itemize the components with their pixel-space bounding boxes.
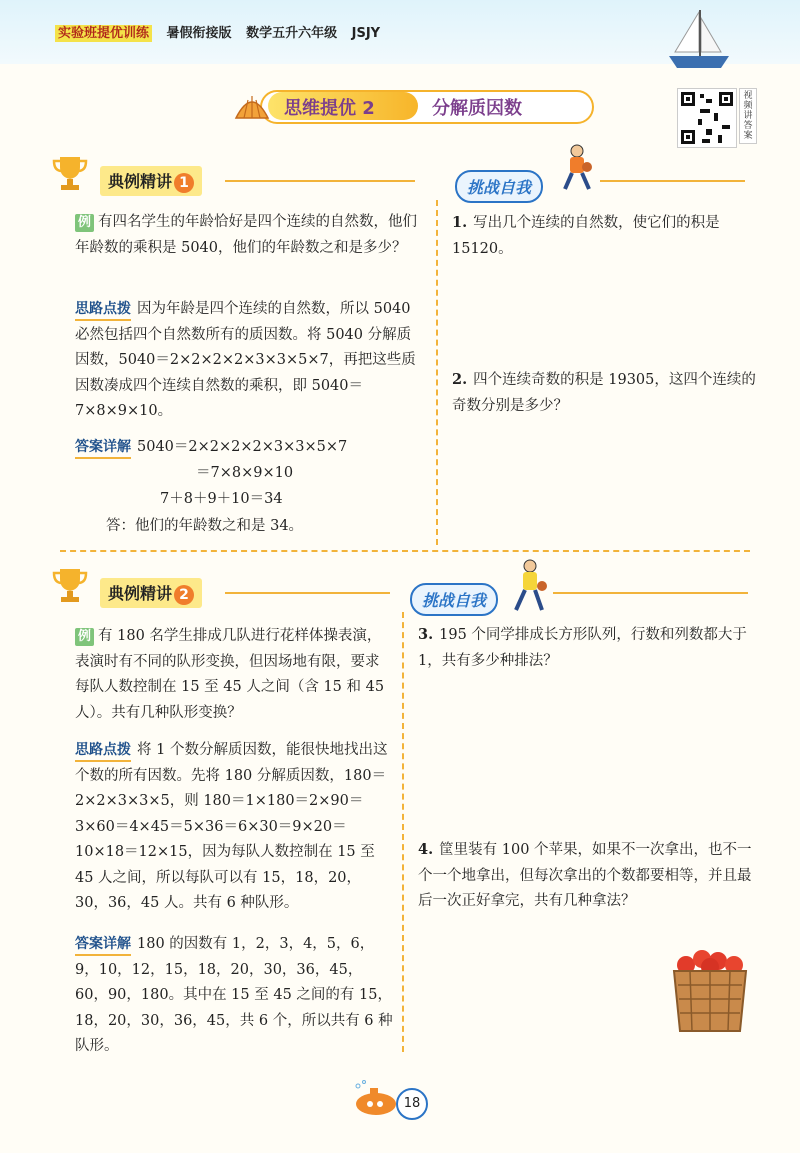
section-label: 思维提优 2 — [284, 98, 375, 119]
answer-line: 答：他们的年龄数之和是 34。 — [106, 518, 304, 534]
column-divider — [402, 612, 404, 1052]
challenge-question-1 — [452, 210, 757, 262]
question-number: 1. — [452, 214, 468, 231]
example-2-answer-text: 180 的因数有 1，2，3，4，5，6，9，10，12，15，18，20，30，36，45，60，90，180。其中在 15 至 45 之间的有 15，18，20，30，36，45，共 6 个，所以共有 6 种队形。 — [75, 936, 393, 1054]
example-1-question-text: 有四名学生的年龄恰好是四个连续的自然数，他们年龄数的乘积是 5040，他们的年龄数之和是多少？ — [75, 214, 418, 256]
challenge-2-label: 挑战自我 — [410, 583, 498, 616]
example-1-tip-text: 因为年龄是四个连续的自然数，所以 5040 必然包括四个自然数所有的质因数。将 5040 分解质因数，5040＝2×2×2×2×3×3×5×7，再把这些质因数凑成四个连续自然数的乘积，即 5040＝7×8×9×10。 — [75, 301, 416, 419]
example-1-answer — [75, 435, 425, 461]
submarine-icon — [350, 1080, 400, 1120]
answer-line: 7＋8＋9＋10＝34 — [160, 491, 283, 507]
series-label: 实验班提优训练 — [55, 25, 152, 42]
example-1-tip — [75, 297, 425, 425]
qr-code-icon[interactable] — [677, 88, 737, 148]
topic-label: 分解质因数 — [432, 98, 522, 119]
challenge-question-4 — [418, 837, 758, 915]
example-2-tip — [75, 738, 393, 917]
question-number: 4. — [418, 841, 434, 858]
challenge-question-2 — [452, 367, 757, 419]
example-2-tip-text: 将 1 个数分解质因数，能很快地找出这个数的所有因数。先将 180 分解质因数，180＝2×2×3×3×5，则 180＝1×180＝2×90＝3×60＝4×45＝5×36＝6×30＝9×20＝10×18＝12×15，因为每队人数控制在 15 至 45 人之间，所以每队可以有 15，18，20，30，36，45 人。共有 6 种队形。 — [75, 742, 388, 911]
page-title — [232, 88, 592, 124]
runner-icon — [555, 143, 599, 197]
answer-line: ＝7×8×9×10 — [196, 465, 294, 481]
trophy-icon — [50, 153, 90, 193]
example-1-question — [75, 210, 425, 261]
shell-icon — [232, 88, 272, 124]
example-2-question — [75, 624, 393, 726]
runner-icon — [508, 558, 552, 618]
answer-label: 答案详解 — [75, 437, 131, 459]
example-1-number: 1 — [174, 173, 194, 193]
qr-label: 视频讲答案 — [739, 88, 757, 144]
tip-label: 思路点拨 — [75, 740, 131, 762]
answer-line: 5040＝2×2×2×2×3×3×5×7 — [137, 439, 348, 455]
example-2-heading-text: 典例精讲 — [108, 584, 173, 603]
sailboat-icon — [665, 8, 735, 74]
challenge-1-label: 挑战自我 — [455, 170, 543, 203]
answer-label: 答案详解 — [75, 934, 131, 956]
subject-label: 数学五升六年级 — [246, 26, 338, 41]
question-text: 195 个同学排成长方形队列，行数和列数都大于 1，共有多少种排法？ — [418, 627, 747, 669]
example-1-heading-text: 典例精讲 — [108, 172, 173, 191]
divider — [225, 180, 415, 182]
example-1-heading — [100, 166, 202, 196]
example-badge: 例 — [75, 628, 94, 646]
divider — [225, 592, 390, 594]
example-2-answer — [75, 932, 393, 1060]
challenge-question-3 — [418, 622, 758, 674]
edition-label: 暑假衔接版 — [166, 26, 232, 41]
question-text: 筐里装有 100 个苹果，如果不一次拿出，也不一个一个地拿出，但每次拿出的个数都要相等，并且最后一次正好拿完，共有几种拿法？ — [418, 842, 752, 909]
divider — [600, 180, 745, 182]
page-number: 18 — [396, 1088, 428, 1120]
example-2-number: 2 — [174, 585, 194, 605]
question-number: 2. — [452, 371, 468, 388]
section-divider — [60, 550, 750, 552]
question-number: 3. — [418, 626, 434, 643]
tip-label: 思路点拨 — [75, 299, 131, 321]
divider — [553, 592, 748, 594]
question-text: 四个连续奇数的积是 19305，这四个连续的奇数分别是多少？ — [452, 372, 756, 414]
example-2-question-text: 有 180 名学生排成几队进行花样体操表演，表演时有不同的队形变换，但因场地有限，要求每队人数控制在 15 至 45 人之间（含 15 和 45 人）。共有几种队形变换？ — [75, 628, 385, 721]
column-divider — [436, 200, 438, 545]
trophy-icon — [50, 565, 90, 605]
question-text: 写出几个连续的自然数，使它们的积是 15120。 — [452, 215, 720, 257]
apple-basket-icon — [670, 945, 750, 1035]
example-2-heading — [100, 578, 202, 608]
book-header — [55, 22, 390, 41]
code-label: JSJY — [351, 26, 381, 41]
example-badge: 例 — [75, 214, 94, 232]
